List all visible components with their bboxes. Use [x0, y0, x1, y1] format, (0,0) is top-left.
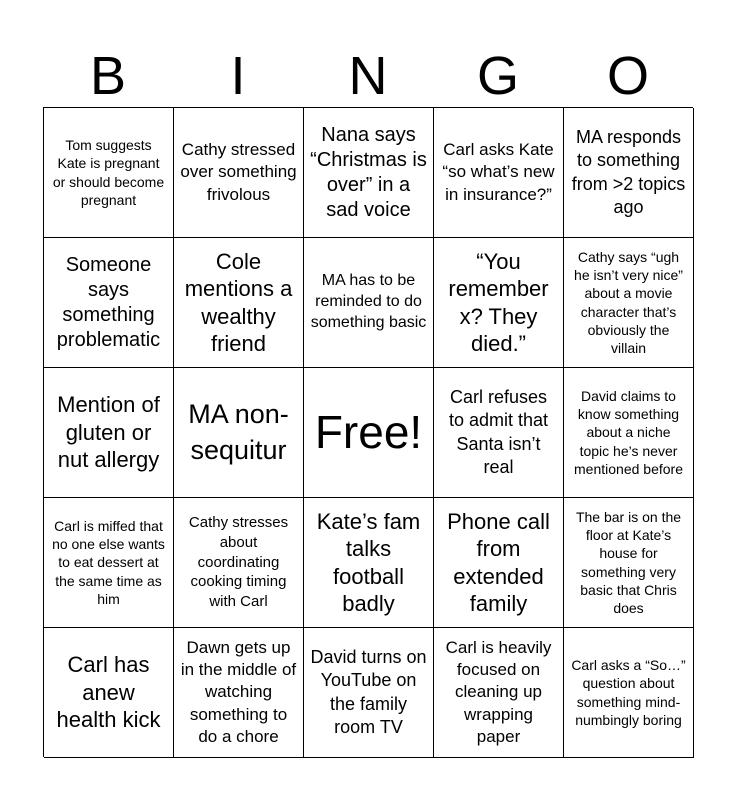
bingo-cell[interactable] [174, 498, 304, 628]
bingo-cell[interactable] [434, 498, 564, 628]
bingo-cell[interactable] [44, 498, 174, 628]
cell-text: Phone call from extended family [447, 508, 550, 616]
cell-text: Carl asks a “So…” question about something mind-numbingly boring [571, 657, 686, 728]
cell-text: MA non-sequitur [188, 399, 289, 465]
header-letter-i: I [230, 46, 246, 106]
header-letter-b: B [89, 46, 127, 106]
cell-text: Kate’s fam talks football badly [316, 508, 421, 616]
header-letter-o: O [606, 46, 649, 106]
cell-text: Nana says “Christmas is over” in a sad voice [310, 123, 427, 221]
free-space-cell[interactable] [304, 368, 434, 498]
bingo-cell[interactable] [564, 628, 694, 758]
cell-text: MA responds to something from >2 topics ago [571, 126, 686, 217]
cell-text: Someone says something problematic [56, 253, 161, 351]
bingo-cell[interactable] [174, 238, 304, 368]
cell-text: “You remember x? They died.” [448, 248, 549, 356]
cell-text: Carl has anew health kick [56, 652, 161, 733]
cell-text: Cathy says “ugh he isn’t very nice” about a movie character that’s obviously the villain [574, 248, 683, 356]
bingo-cell[interactable] [434, 108, 564, 238]
bingo-cell[interactable] [304, 108, 434, 238]
bingo-cell[interactable] [434, 368, 564, 498]
cell-text: Mention of gluten or nut allergy [57, 392, 160, 473]
bingo-cell[interactable] [304, 238, 434, 368]
cell-text: Carl is heavily focused on cleaning up wrapping paper [445, 638, 552, 746]
bingo-cell[interactable] [564, 108, 694, 238]
bingo-cell[interactable] [44, 108, 174, 238]
cell-text: Cathy stresses about coordinating cooking timing with Carl [188, 514, 289, 611]
bingo-cell[interactable] [564, 368, 694, 498]
cell-text: Cathy stressed over something frivolous [180, 140, 297, 204]
bingo-cell[interactable] [174, 628, 304, 758]
bingo-cell[interactable] [304, 628, 434, 758]
cell-text: Carl refuses to admit that Santa isn’t real [448, 386, 549, 477]
free-space-text: Free! [314, 406, 423, 459]
cell-text: Carl is miffed that no one else wants to eat dessert at the same time as him [52, 518, 165, 607]
cell-text: MA has to be reminded to do something basic [310, 272, 427, 331]
bingo-header [43, 46, 693, 106]
cell-text: David turns on YouTube on the family room TV [310, 646, 427, 737]
bingo-cell[interactable] [44, 238, 174, 368]
cell-text: David claims to know something about a niche topic he’s never mentioned before [574, 388, 683, 477]
bingo-cell[interactable] [434, 238, 564, 368]
bingo-cell[interactable] [174, 368, 304, 498]
cell-text: The bar is on the floor at Kate’s house for something very basic that Chris does [575, 508, 682, 616]
bingo-cell[interactable] [44, 368, 174, 498]
bingo-board [43, 107, 693, 757]
cell-text: Carl asks Kate “so what’s new in insurance?” [442, 140, 555, 204]
bingo-cell[interactable] [434, 628, 564, 758]
header-letter-g: G [476, 46, 519, 106]
bingo-cell[interactable] [304, 498, 434, 628]
header-letter-n: N [348, 46, 388, 106]
cell-text: Cole mentions a wealthy friend [184, 248, 293, 356]
cell-text: Tom suggests Kate is pregnant or should become pregnant [52, 137, 165, 208]
bingo-cell[interactable] [174, 108, 304, 238]
bingo-cell[interactable] [564, 498, 694, 628]
bingo-cell[interactable] [564, 238, 694, 368]
bingo-cell[interactable] [44, 628, 174, 758]
cell-text: Dawn gets up in the middle of watching something to do a chore [180, 638, 297, 746]
